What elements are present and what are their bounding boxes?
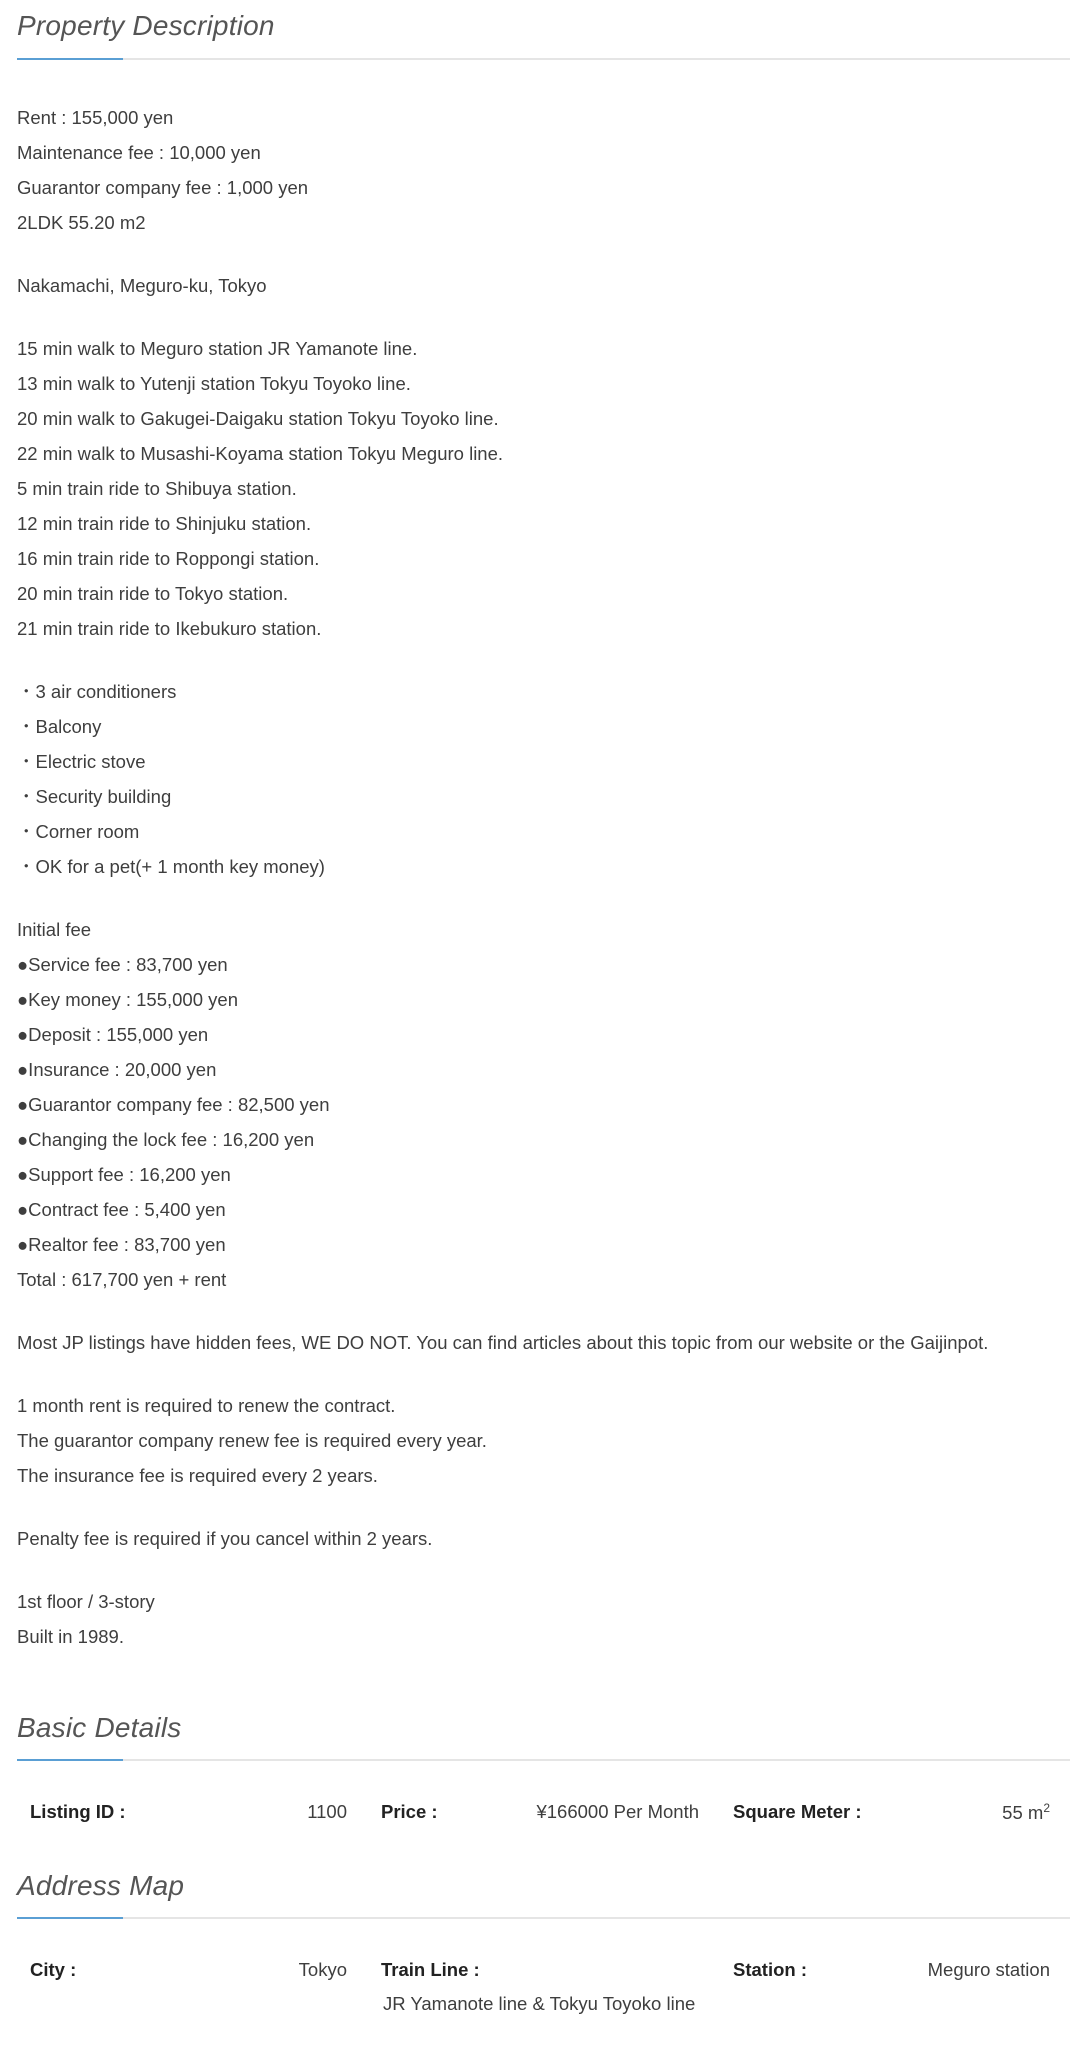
description-line: ●Changing the lock fee : 16,200 yen	[17, 1129, 315, 1150]
description-line: Most JP listings have hidden fees, WE DO NOT. You can find articles about this topic from our website or the Gaijinpot.	[17, 1332, 989, 1353]
description-line: The guarantor company renew fee is required every year.	[17, 1430, 487, 1451]
basic-details-title: Basic Details	[17, 1712, 182, 1743]
listing-id-value: 1100	[307, 1801, 347, 1822]
description-line: 2LDK 55.20 m2	[17, 212, 146, 233]
description-line: 12 min train ride to Shinjuku station.	[17, 513, 312, 534]
train-line-value: JR Yamanote line & Tokyu Toyoko line	[383, 1993, 696, 2014]
description-line: ●Support fee : 16,200 yen	[17, 1164, 231, 1185]
train-line-label: Train Line :	[381, 1959, 480, 1980]
price-label: Price :	[381, 1801, 438, 1822]
property-description-divider	[17, 58, 1070, 60]
description-line: ・Corner room	[17, 821, 140, 842]
description-line: 20 min walk to Gakugei-Daigaku station Tokyu Toyoko line.	[17, 408, 499, 429]
paragraph-gap	[17, 1493, 1070, 1521]
description-line: ・OK for a pet(+ 1 month key money)	[17, 856, 325, 877]
property-description-body	[17, 100, 1070, 1654]
description-line: ●Service fee : 83,700 yen	[17, 954, 228, 975]
description-line: The insurance fee is required every 2 years.	[17, 1465, 378, 1486]
description-line: Rent : 155,000 yen	[17, 107, 174, 128]
paragraph-gap	[17, 1360, 1070, 1388]
description-line: ●Realtor fee : 83,700 yen	[17, 1234, 226, 1255]
station-label: Station :	[733, 1959, 807, 1980]
city-value: Tokyo	[298, 1959, 347, 1980]
description-line: 13 min walk to Yutenji station Tokyu Toyoko line.	[17, 373, 411, 394]
paragraph-gap	[17, 1556, 1070, 1584]
description-line: 20 min train ride to Tokyo station.	[17, 583, 289, 604]
paragraph-gap	[17, 646, 1070, 674]
description-line: ●Contract fee : 5,400 yen	[17, 1199, 226, 1220]
description-line: 1st floor / 3-story	[17, 1591, 155, 1612]
description-line: 15 min walk to Meguro station JR Yamanote line.	[17, 338, 418, 359]
listing-id-label: Listing ID :	[30, 1801, 126, 1822]
paragraph-gap	[17, 240, 1070, 268]
description-line: Guarantor company fee : 1,000 yen	[17, 177, 309, 198]
paragraph-gap	[17, 884, 1070, 912]
divider-accent	[17, 58, 123, 60]
description-line: ・3 air conditioners	[17, 681, 177, 702]
price-value: ¥166000 Per Month	[536, 1801, 699, 1822]
description-line: ●Key money : 155,000 yen	[17, 989, 238, 1010]
description-line: ●Insurance : 20,000 yen	[17, 1059, 217, 1080]
square-meter-unit-sup: 2	[1043, 1801, 1050, 1815]
description-line: 5 min train ride to Shibuya station.	[17, 478, 297, 499]
station-value: Meguro station	[927, 1959, 1050, 1980]
description-line: ●Deposit : 155,000 yen	[17, 1024, 209, 1045]
description-line: ・Balcony	[17, 716, 102, 737]
description-line: 1 month rent is required to renew the contract.	[17, 1395, 396, 1416]
city-label: City :	[30, 1959, 77, 1980]
description-line: ●Guarantor company fee : 82,500 yen	[17, 1094, 330, 1115]
description-line: 21 min train ride to Ikebukuro station.	[17, 618, 322, 639]
description-line: ・Electric stove	[17, 751, 146, 772]
address-map-title: Address Map	[17, 1870, 185, 1901]
divider-accent	[17, 1917, 123, 1919]
basic-details-divider	[17, 1759, 1070, 1761]
square-meter-number: 55 m	[1002, 1802, 1044, 1824]
square-meter-label: Square Meter :	[733, 1801, 862, 1822]
description-line: Nakamachi, Meguro-ku, Tokyo	[17, 275, 267, 296]
description-line: Built in 1989.	[17, 1626, 124, 1647]
address-map-divider	[17, 1917, 1070, 1919]
description-line: 16 min train ride to Roppongi station.	[17, 548, 320, 569]
description-line: Initial fee	[17, 919, 92, 940]
paragraph-gap	[17, 303, 1070, 331]
square-meter-value	[1002, 1801, 1050, 1824]
description-line: Penalty fee is required if you cancel within 2 years.	[17, 1528, 433, 1549]
description-line: Total : 617,700 yen + rent	[17, 1269, 227, 1290]
description-line: ・Security building	[17, 786, 172, 807]
paragraph-gap	[17, 1297, 1070, 1325]
description-line: 22 min walk to Musashi-Koyama station Tokyu Meguro line.	[17, 443, 504, 464]
description-line: Maintenance fee : 10,000 yen	[17, 142, 261, 163]
divider-accent	[17, 1759, 123, 1761]
property-description-title: Property Description	[17, 10, 275, 41]
